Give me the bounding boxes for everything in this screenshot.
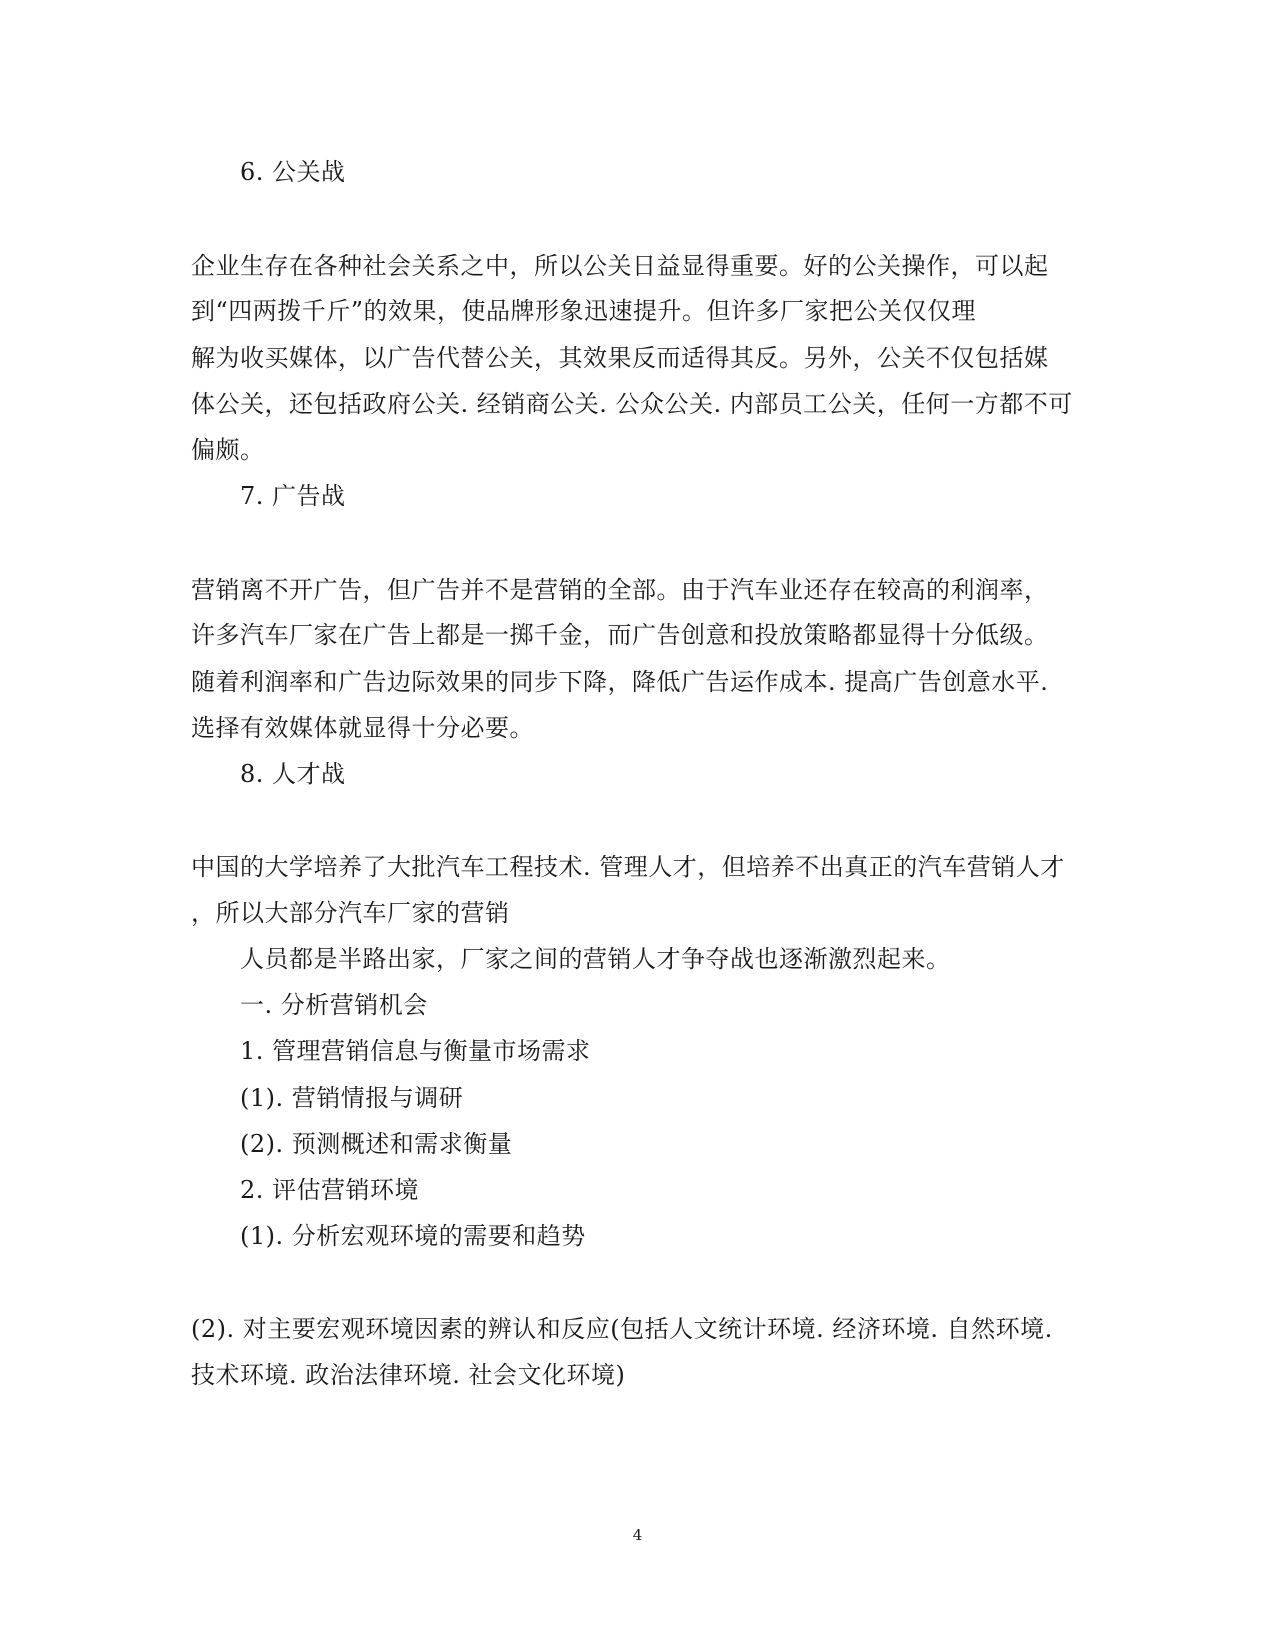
- paragraph-line: 随着利润率和广告边际效果的同步下降，降低广告运作成本. 提高广告创意水平.: [191, 668, 1049, 696]
- paragraph-line: 到“四两拨千斤”的效果，使品牌形象迅速提升。但许多厂家把公关仅仅理: [191, 297, 977, 325]
- outline-item: 1. 管理营销信息与衡量市场需求: [240, 1037, 591, 1065]
- paragraph-line: 技术环境. 政治法律环境. 社会文化环境): [191, 1361, 626, 1389]
- paragraph-line: 体公关，还包括政府公关. 经销商公关. 公众公关. 内部员工公关，任何一方都不可: [191, 390, 1073, 418]
- paragraph-line: 偏颇。: [191, 436, 265, 464]
- page-number: 4: [632, 1526, 643, 1544]
- heading-talent: 8. 人才战: [240, 760, 346, 788]
- paragraph-line: 人员都是半路出家，厂家之间的营销人才争夺战也逐渐激烈起来。: [240, 945, 951, 973]
- outline-subitem: (1). 营销情报与调研: [240, 1084, 464, 1112]
- outline-heading: 一. 分析营销机会: [240, 991, 428, 1019]
- outline-subitem: (1). 分析宏观环境的需要和趋势: [240, 1222, 586, 1250]
- heading-public-relations: 6. 公关战: [240, 158, 346, 186]
- paragraph-line: 中国的大学培养了大批汽车工程技术. 管理人才，但培养不出真正的汽车营销人才: [191, 853, 1065, 881]
- heading-advertising: 7. 广告战: [240, 482, 346, 510]
- paragraph-line: 许多汽车厂家在广告上都是一掷千金，而广告创意和投放策略都显得十分低级。: [191, 621, 1049, 649]
- outline-subitem: (2). 对主要宏观环境因素的辨认和反应(包括人文统计环境. 经济环境. 自然环境.: [191, 1315, 1053, 1343]
- paragraph-line: 营销离不开广告，但广告并不是营销的全部。由于汽车业还存在较高的利润率，: [191, 576, 1049, 604]
- paragraph-line: 选择有效媒体就显得十分必要。: [191, 714, 534, 742]
- paragraph-line: 解为收买媒体，以广告代替公关，其效果反而适得其反。另外，公关不仅包括媒: [191, 344, 1049, 372]
- paragraph-line: 企业生存在各种社会关系之中，所以公关日益显得重要。好的公关操作，可以起: [191, 252, 1049, 280]
- paragraph-line: ，所以大部分汽车厂家的营销: [191, 899, 510, 927]
- outline-item: 2. 评估营销环境: [240, 1176, 420, 1204]
- outline-subitem: (2). 预测概述和需求衡量: [240, 1130, 513, 1158]
